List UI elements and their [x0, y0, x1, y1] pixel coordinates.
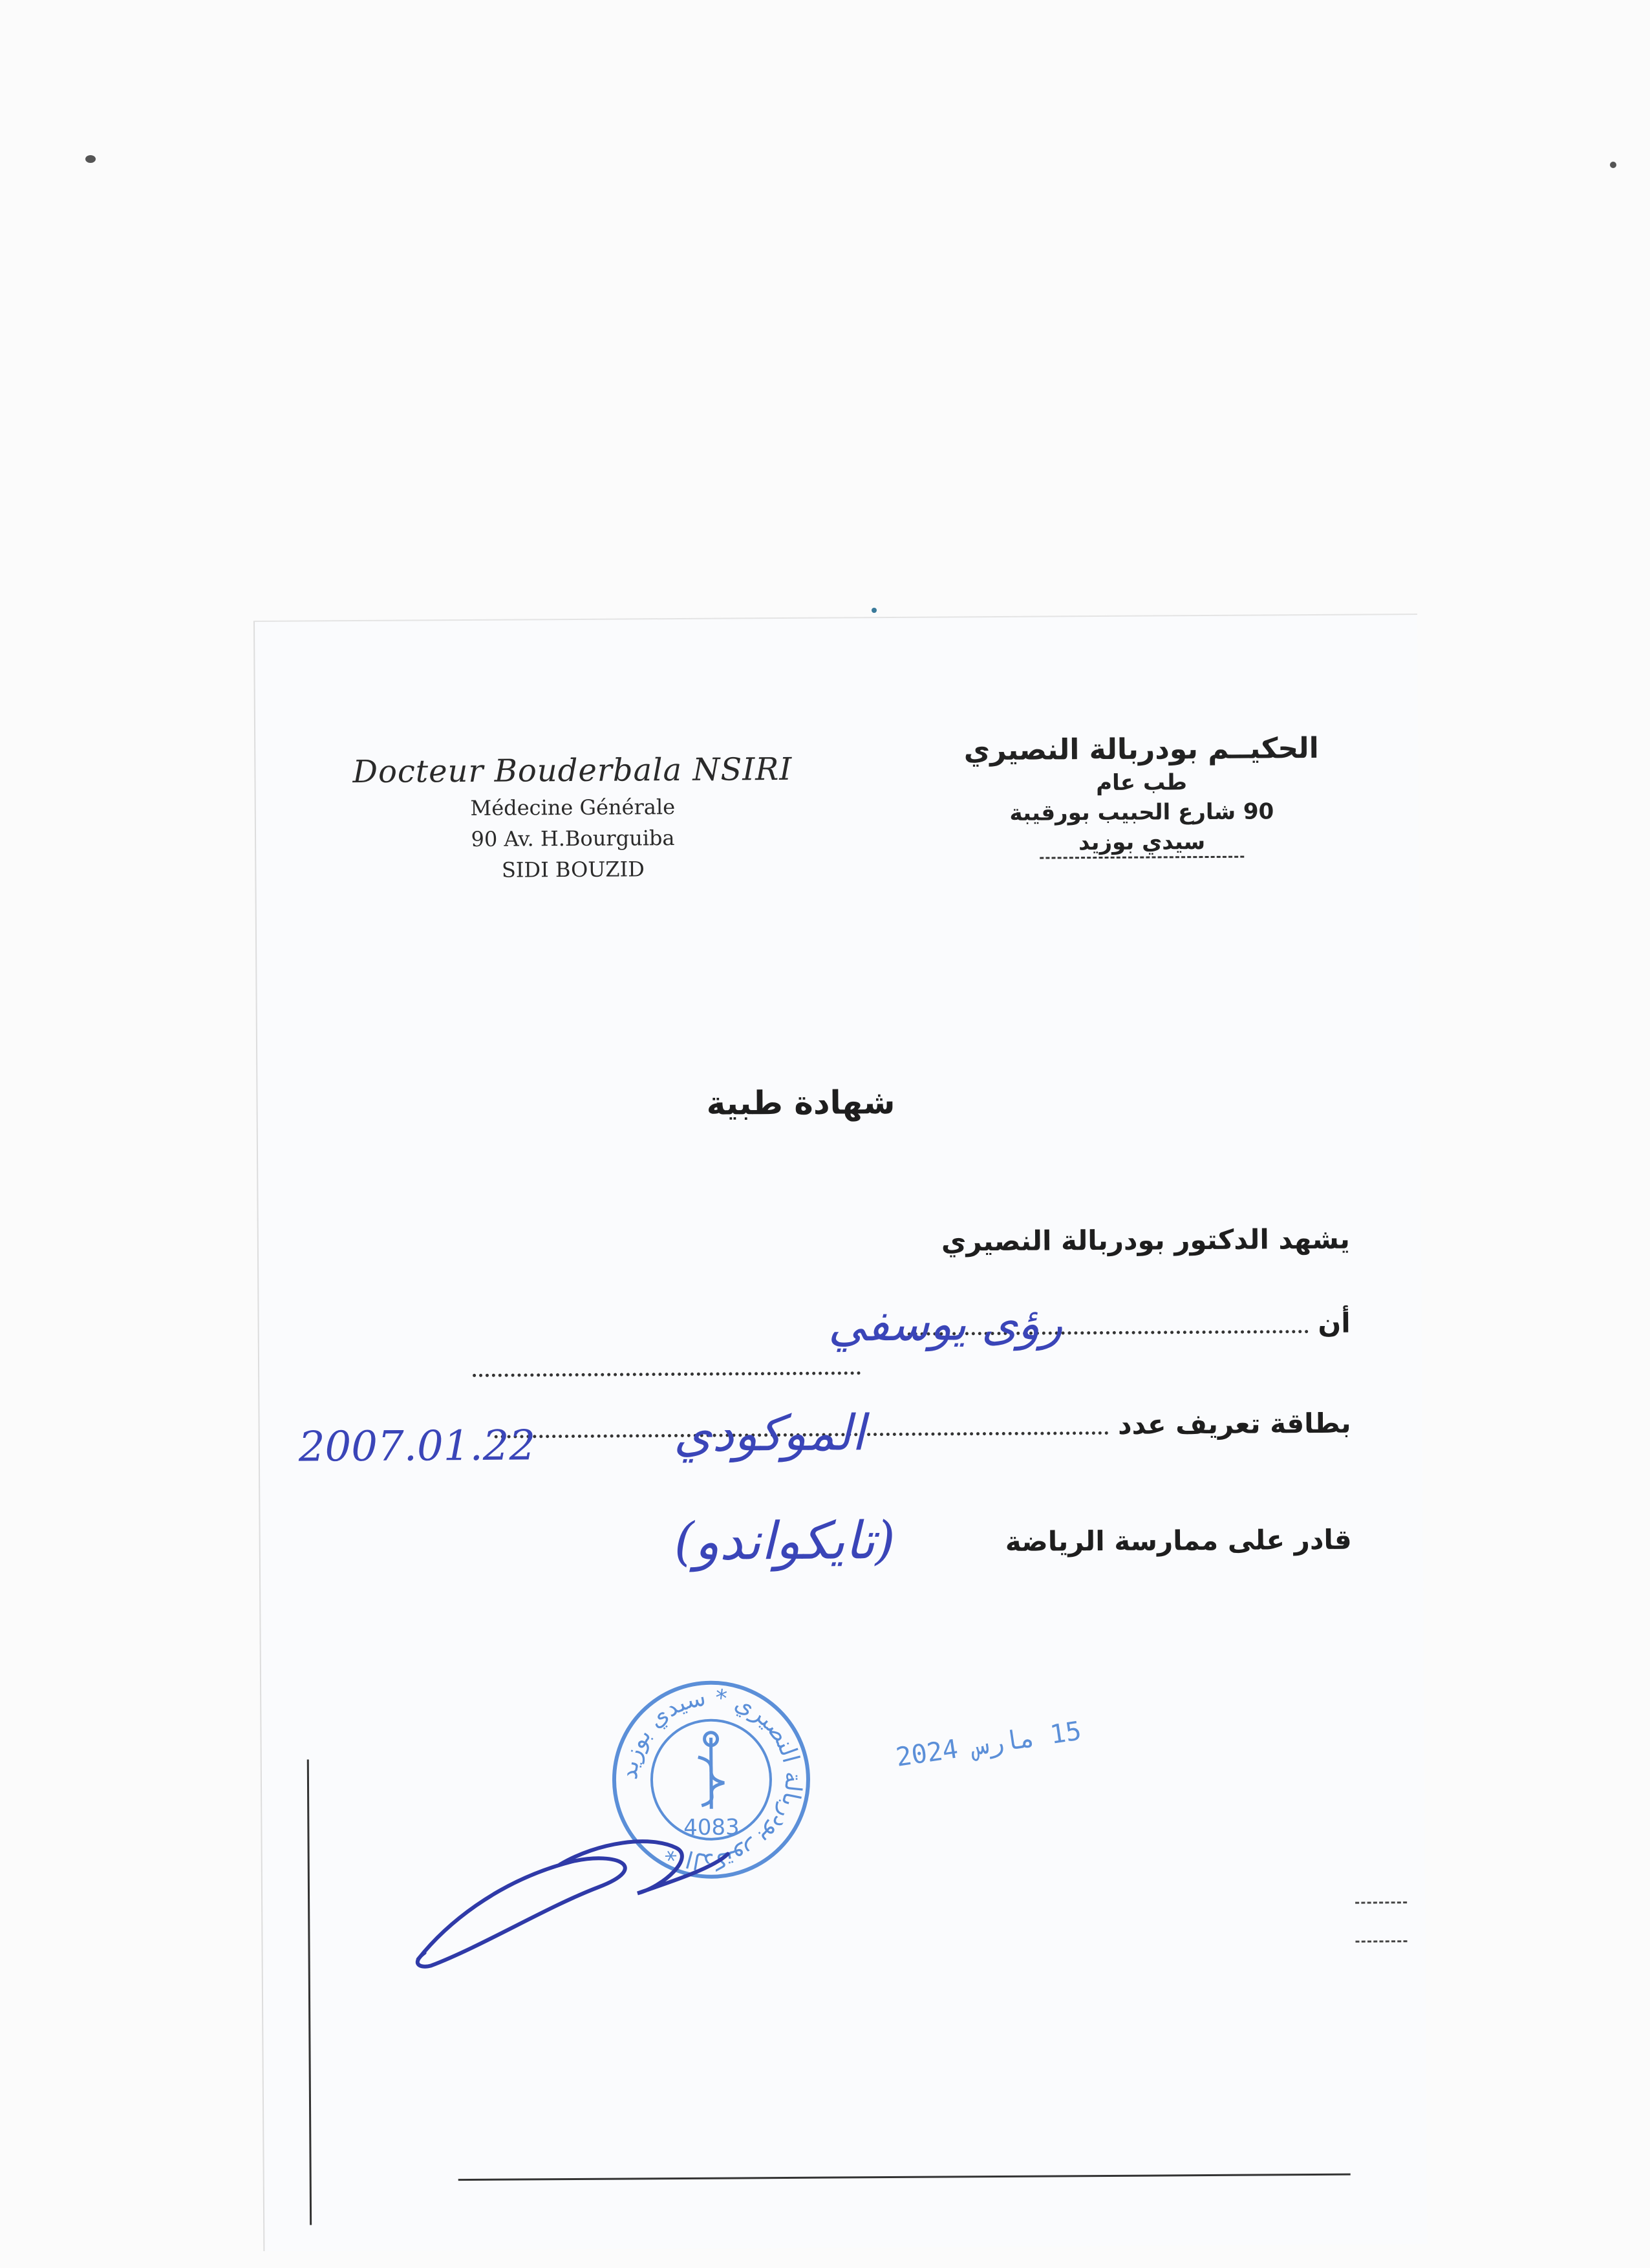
caduceus-icon	[698, 1733, 725, 1809]
address-fr: 90 Av. H.Bourguiba	[471, 826, 675, 851]
doctor-name-fr: Docteur Bouderbala NSIRI	[352, 751, 793, 791]
handwritten-sport: (تايكواندو)	[674, 1510, 895, 1572]
body-line-2-label: أن	[1318, 1307, 1351, 1339]
handwritten-birth-date: 2007.01.22	[298, 1422, 536, 1471]
stamp-number: 4083	[683, 1814, 740, 1841]
handwritten-patient-name: رؤى يوسفي	[828, 1296, 1063, 1352]
body-line-1-text: يشهد الدكتور بودربالة النصيري	[941, 1223, 1351, 1257]
bottom-rule-dashed	[1356, 1940, 1408, 1942]
body-line-4-label: قادر على ممارسة الرياضة	[1005, 1523, 1352, 1557]
handwritten-surname: الموكودي	[673, 1404, 866, 1463]
handwritten-signature	[404, 1828, 741, 1972]
body-line-4	[1005, 1524, 1352, 1557]
dotted-line-extension	[473, 1371, 861, 1377]
body-line-3-label: بطاقة تعريف عدد	[1117, 1407, 1351, 1440]
stamp-ring-text: الدكتور بودربالة النصيري * سيدي بوزيد *	[616, 1684, 807, 1875]
city-ar: سيدي بوزيد	[1040, 829, 1244, 859]
scan-speck	[85, 155, 96, 163]
letterhead-french	[346, 751, 799, 883]
city-fr: SIDI BOUZID	[501, 857, 645, 883]
bottom-rule-dashed	[1355, 1901, 1407, 1903]
body-line-3	[494, 1407, 1351, 1444]
doctor-name-ar: الحكيــم بودربالة النصيري	[963, 731, 1319, 767]
date-stamp: 15 مارس 2024	[894, 1716, 1084, 1773]
scan-speck	[1610, 162, 1616, 168]
left-margin-line	[307, 1760, 312, 2225]
specialty-fr: Médecine Générale	[470, 795, 676, 820]
certificate-title: شهادة طبية	[706, 1083, 895, 1122]
letterhead-arabic	[934, 732, 1349, 860]
certificate-sheet	[253, 614, 1427, 2251]
specialty-ar: طب عام	[1096, 769, 1188, 797]
address-ar: 90 شارع الحبيب بورقيبة	[1009, 798, 1274, 826]
bottom-rule	[458, 2174, 1351, 2181]
scan-speck	[872, 608, 877, 613]
body-line-1	[941, 1223, 1350, 1257]
